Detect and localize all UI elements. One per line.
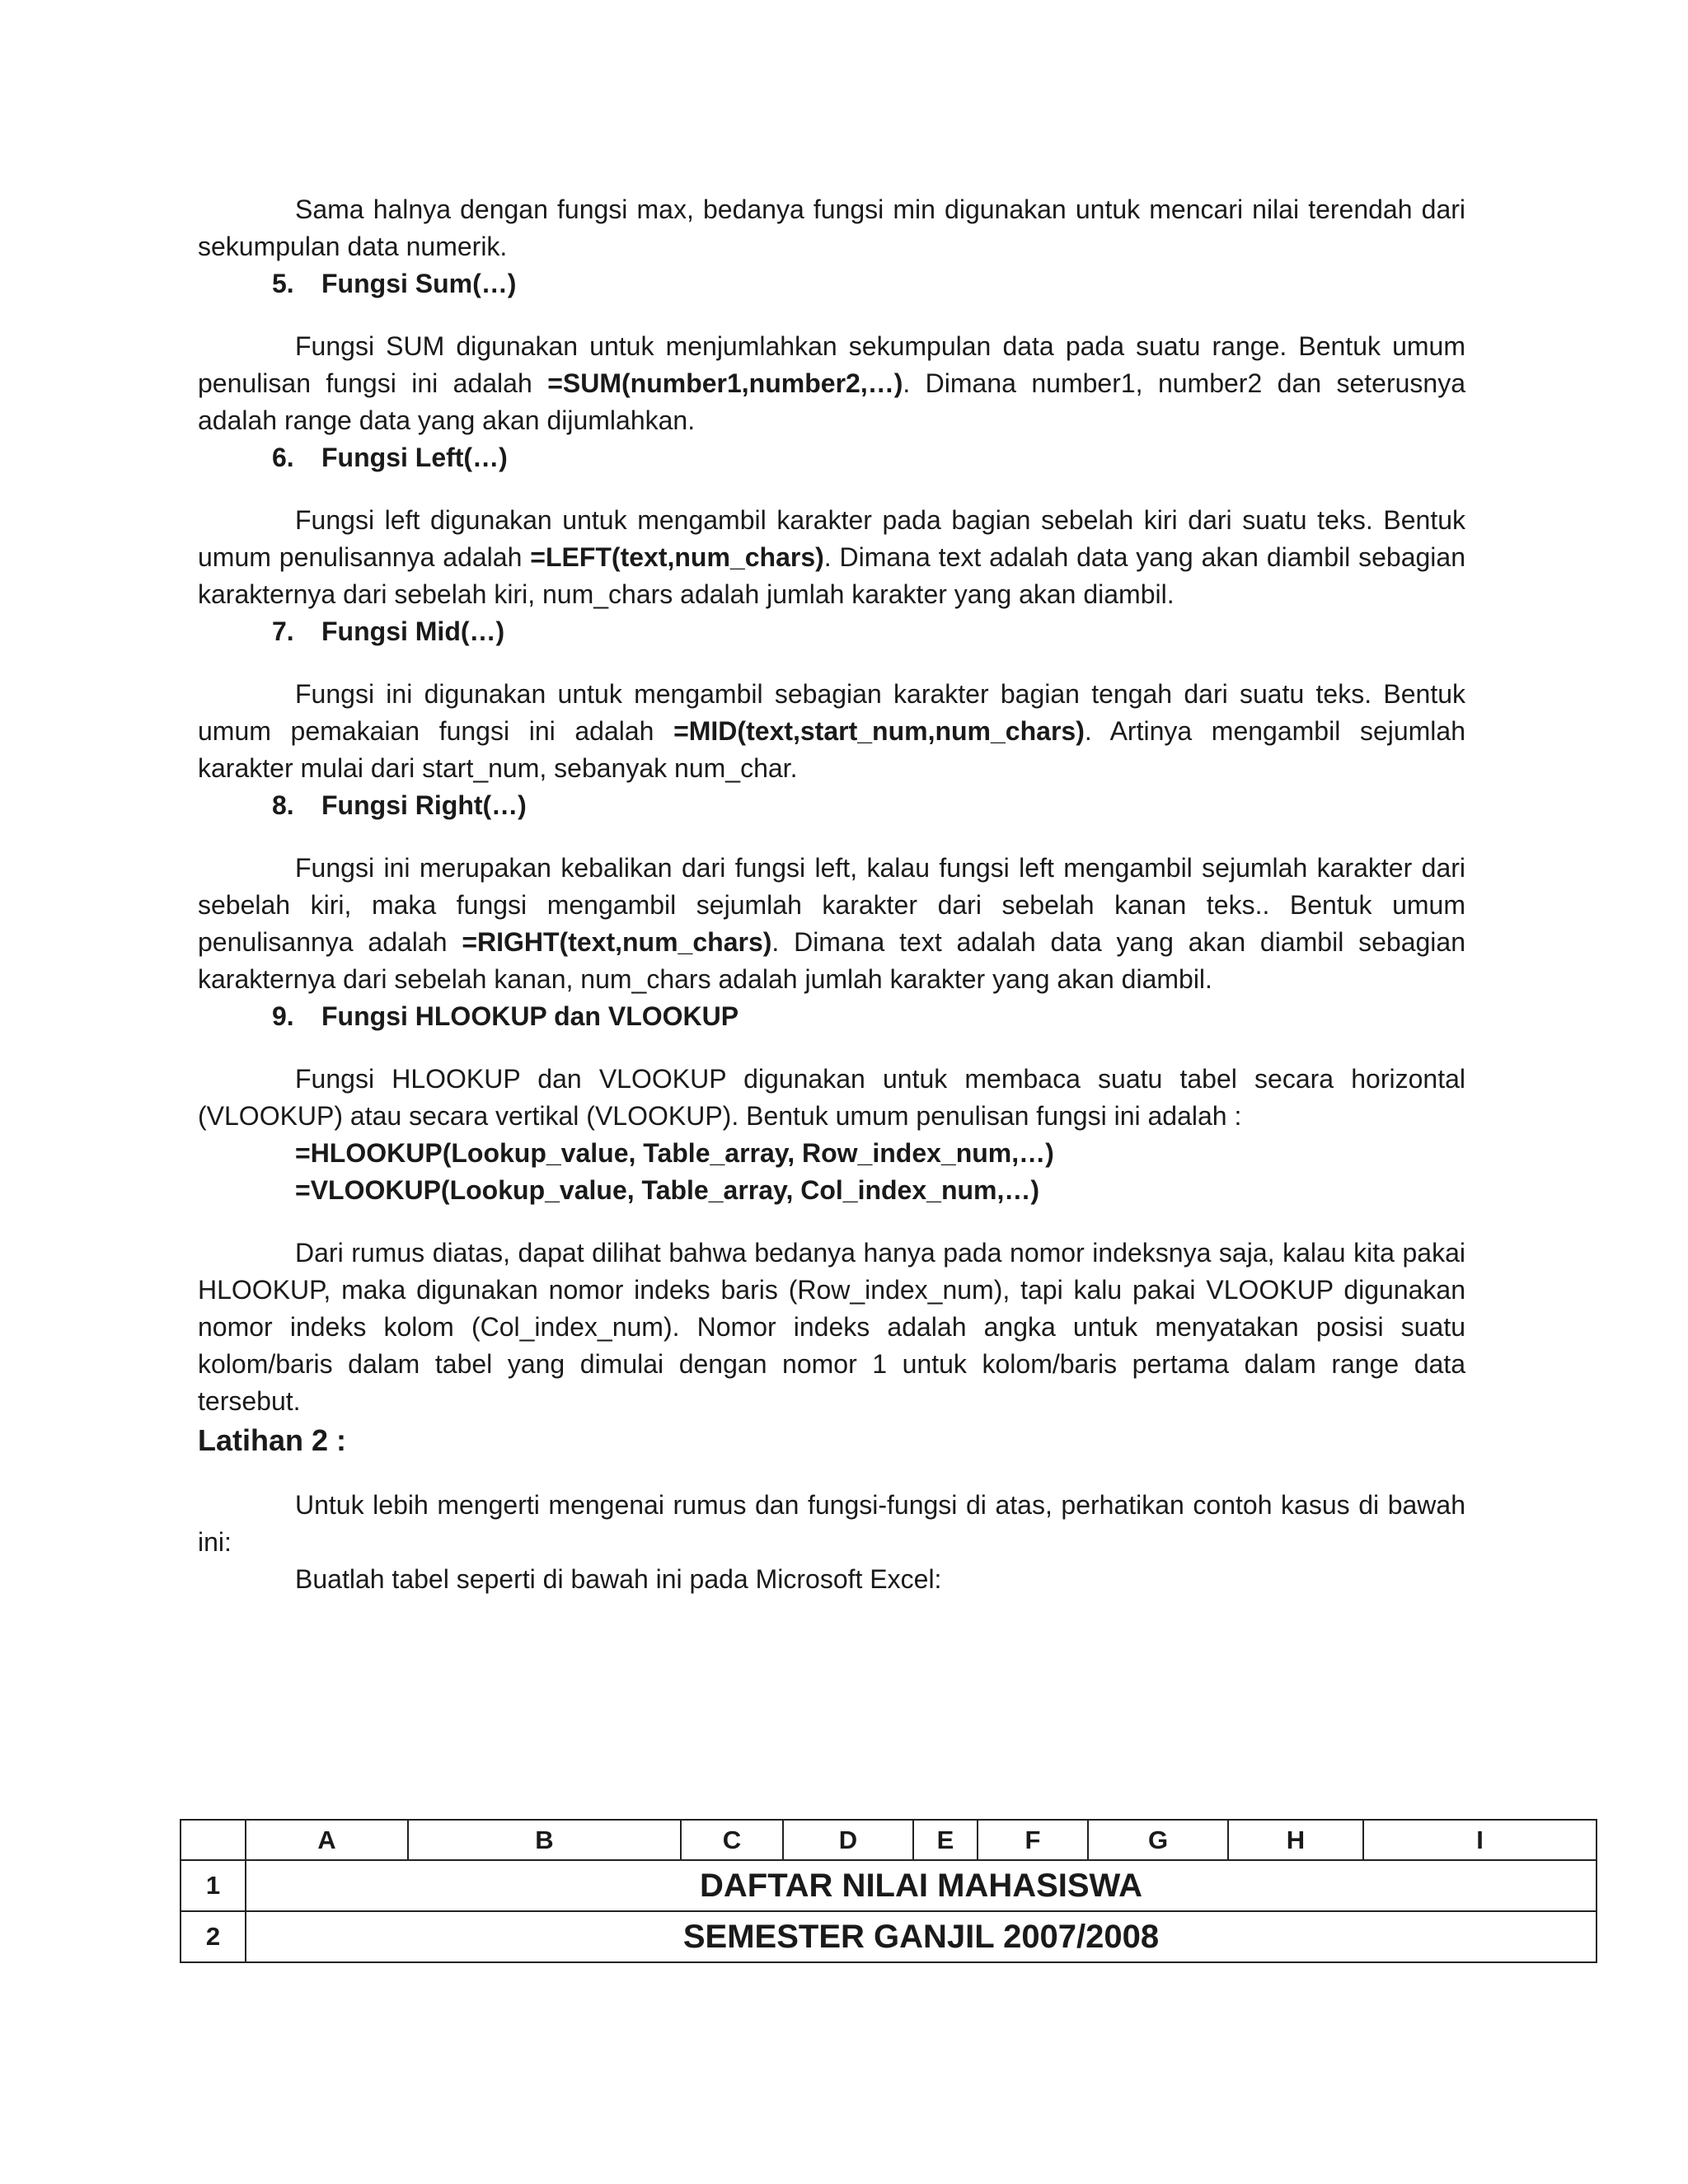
section-number: 6. [272,443,294,472]
column-header: G [1088,1820,1228,1860]
formula-left: =LEFT(text,num_chars) [530,542,824,572]
formula-hlookup: =HLOOKUP(Lookup_value, Table_array, Row_index_num,…) [295,1138,1054,1168]
paragraph-text: . Dimana text adalah data yang akan diambil sebagian karakternya dari sebelah kanan, num_chars adalah jumlah karakter yang akan diambil. [198,927,1466,994]
latihan-title: Latihan 2 : [198,1423,347,1457]
section-heading-mid [198,613,1465,650]
column-header: D [783,1820,913,1860]
section-paragraph-mid [198,676,1465,787]
section-heading-sum [198,265,1465,302]
merged-subtitle-cell: SEMESTER GANJIL 2007/2008 [246,1911,1597,1962]
section-heading-lookup [198,998,1465,1035]
formula-mid: =MID(text,start_num,num_chars) [673,716,1085,746]
intro-min-paragraph: Sama halnya dengan fungsi max, bedanya fungsi min digunakan untuk mencari nilai terendah dari sekumpulan data numerik. [198,194,1465,261]
column-header: E [913,1820,978,1860]
section-number: 7. [272,616,294,646]
merged-title-cell: DAFTAR NILAI MAHASISWA [246,1860,1597,1911]
paragraph-text: Fungsi ini merupakan kebalikan dari fungsi left, kalau fungsi left mengambil sejumlah karakter dari sebelah kiri, maka fungsi mengambil sejumlah karakter dari sebelah kanan teks.. Bentuk umum penulisannya adalah [198,853,1465,957]
formula-right: =RIGHT(text,num_chars) [462,927,772,957]
paragraph-text: Fungsi SUM digunakan untuk menjumlahkan sekumpulan data pada suatu range. Bentuk umum penulisan fungsi ini adalah [198,331,1465,398]
section-paragraph-left [198,502,1465,613]
column-header-row [181,1820,1597,1860]
section-title: Fungsi Left(…) [321,443,508,472]
section-number: 8. [272,790,294,820]
section-number: 9. [272,1001,294,1031]
row-header: 2 [181,1911,246,1962]
paragraph-text: . Dimana text adalah data yang akan diambil sebagian karakternya dari sebelah kiri, num_chars adalah jumlah karakter yang akan diambil. [198,542,1466,609]
section-title: Fungsi Sum(…) [321,269,517,298]
corner-cell [181,1820,246,1860]
paragraph-text: . Artinya mengambil sejumlah karakter mulai dari start_num, sebanyak num_char. [198,716,1466,783]
formula-vlookup: =VLOOKUP(Lookup_value, Table_array, Col_index_num,…) [295,1175,1040,1205]
column-header: C [681,1820,783,1860]
section-paragraph-right [198,850,1465,998]
section-title: Fungsi Mid(…) [321,616,505,646]
column-header: H [1228,1820,1363,1860]
section-title: Fungsi Right(…) [321,790,527,820]
document-page [198,191,1465,1598]
column-header: A [246,1820,408,1860]
section-heading-right [198,787,1465,824]
formula-sum: =SUM(number1,number2,…) [547,368,903,398]
section-title: Fungsi HLOOKUP dan VLOOKUP [321,1001,739,1031]
paragraph-text: Fungsi ini digunakan untuk mengambil sebagian karakter bagian tengah dari suatu teks. Bentuk umum pemakaian fungsi ini adalah [198,679,1465,746]
lookup-explanation-paragraph: Dari rumus diatas, dapat dilihat bahwa bedanya hanya pada nomor indeksnya saja, kalau kita pakai HLOOKUP, maka digunakan nomor indeks baris (Row_index_num), tapi kalu pakai VLOOKUP digunakan nomor indeks kolom (Col_index_num). Nomor indeks adalah angka untuk menyatakan posisi suatu kolom/baris dalam tabel yang dimulai dengan nomor 1 untuk kolom/baris pertama dalam range data tersebut. [198,1238,1465,1416]
section-number: 5. [272,269,294,298]
lookup-paragraph: Fungsi HLOOKUP dan VLOOKUP digunakan untuk membaca suatu tabel secara horizontal (VLOOKUP) atau secara vertikal (VLOOKUP). Bentuk umum penulisan fungsi ini adalah : [198,1064,1465,1131]
paragraph-text: . Dimana number1, number2 dan seterusnya adalah range data yang akan dijumlahkan. [198,368,1466,435]
column-header: F [978,1820,1088,1860]
section-heading-left [198,439,1465,476]
spreadsheet-table [180,1819,1597,1963]
row-header: 1 [181,1860,246,1911]
column-header: B [408,1820,681,1860]
latihan-paragraph: Untuk lebih mengerti mengenai rumus dan fungsi-fungsi di atas, perhatikan contoh kasus di bawah ini: [198,1490,1465,1557]
column-header: I [1363,1820,1597,1860]
paragraph-text: Fungsi left digunakan untuk mengambil karakter pada bagian sebelah kiri dari suatu teks. Bentuk umum penulisannya adalah [198,505,1465,572]
latihan-instruction: Buatlah tabel seperti di bawah ini pada Microsoft Excel: [295,1564,942,1594]
table-row [181,1911,1597,1962]
section-paragraph-sum [198,328,1465,439]
table-row [181,1860,1597,1911]
